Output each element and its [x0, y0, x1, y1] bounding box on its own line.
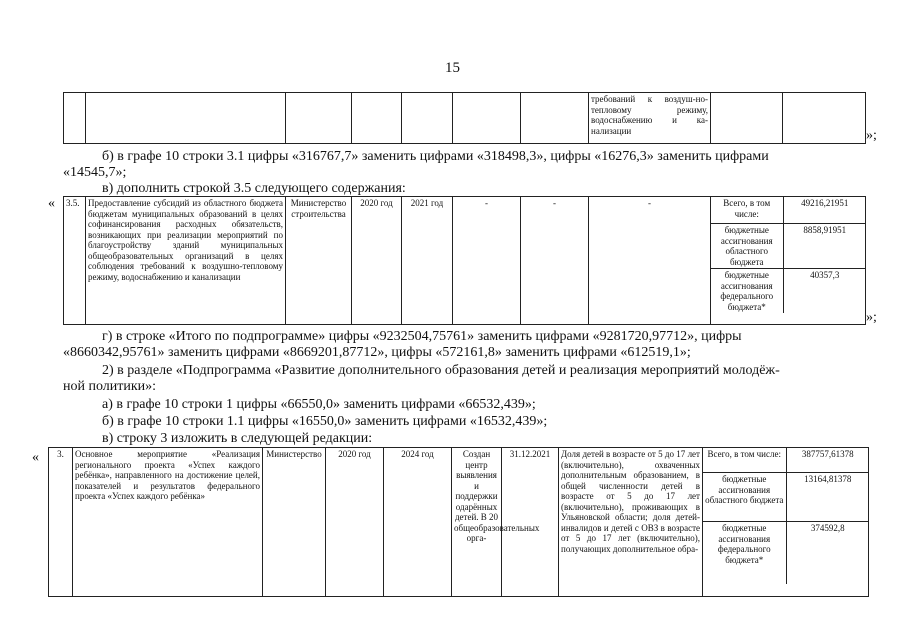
executor: Министерство — [263, 448, 326, 597]
table-continuation — [63, 92, 866, 144]
para-b2: б) в графе 10 строки 1.1 цифры «16550,0» заменить цифрами «16532,439»; — [102, 414, 548, 429]
dash-cell: - — [453, 197, 521, 325]
fin-value-total: 387757,61378 — [786, 448, 869, 473]
fin-value-regional: 13164,81378 — [786, 473, 869, 522]
dash-cell: - — [521, 197, 589, 325]
fin-label-federal: бюджетные ассигнования федерального бюджета* — [703, 522, 786, 585]
start-year: 2020 год — [352, 197, 402, 325]
para-v2: в) строку 3 изложить в следующей редакции: — [102, 431, 373, 446]
close-quote-1: »; — [866, 128, 877, 143]
page-number: 15 — [445, 60, 460, 76]
fin-value-federal: 40357,3 — [810, 270, 840, 280]
result: Создан центр выявления и поддержки одарённых детей. В 20 общеобразовательных орга- — [452, 448, 502, 597]
open-quote-2: « — [48, 196, 55, 211]
para-2-line2: ной политики»: — [63, 379, 157, 394]
fin-label-regional: бюджетные ассигнования областного бюджета — [711, 224, 783, 269]
deadline-date: 31.12.2021 — [502, 448, 559, 597]
measure-name: Предоставление субсидий из областного бюджета бюджетам муниципальных образований в целях софинансирования расходных обязательств, возникающих при реализации мероприятий по благоустройству зданий муниципальных общеобразовательных организаций в целях соблюдения требований к воздушно-тепловому режиму, водоснабжению и канализации — [86, 197, 286, 325]
executor: Министерство строительства — [286, 197, 352, 325]
end-year: 2021 год — [402, 197, 453, 325]
row-number: 3.5. — [64, 197, 86, 325]
para-v: в) дополнить строкой 3.5 следующего содержания: — [102, 181, 406, 196]
fin-label-federal: бюджетные ассигнования федерального бюджета* — [711, 269, 783, 314]
end-year: 2024 год — [384, 448, 452, 597]
para-g-line2: «8660342,95761» заменить цифрами «8669201,87712», цифры «572161,8» заменить цифрами «612519,1»; — [63, 345, 691, 360]
fin-value-federal: 374592,8 — [810, 523, 845, 533]
fin-label-regional: бюджетные ассигнования областного бюджета — [703, 473, 786, 522]
open-quote-3: « — [32, 450, 39, 465]
table-row-3 — [48, 447, 869, 597]
para-2-line1: 2) в разделе «Подпрограмма «Развитие дополнительного образования детей и реализация мероприятий молодёж- — [102, 363, 780, 378]
para-g-line1: г) в строке «Итого по подпрограмме» цифры «9232504,75761» заменить цифрами «9281720,97712», цифры — [102, 329, 742, 344]
para-b-line2: «14545,7»; — [63, 165, 127, 180]
row-number: 3. — [49, 448, 73, 597]
fin-value-total: 49216,21951 — [783, 197, 866, 224]
fin-label-total: Всего, в том числе: — [703, 448, 786, 473]
start-year: 2020 год — [326, 448, 384, 597]
fin-label-total: Всего, в том числе: — [711, 197, 783, 224]
table1-col-text: требований к воздуш-но-тепловому режиму, водоснабжению и ка-нализации — [589, 93, 711, 144]
para-b-line1: б) в графе 10 строки 3.1 цифры «316767,7» заменить цифрами «318498,3», цифры «16276,3» заменить цифрами — [102, 149, 769, 164]
fin-value-regional: 8858,91951 — [783, 224, 866, 269]
indicator: Доля детей в возрасте от 5 до 17 лет (включительно), охваченных дополнительным образованием, в общей численности детей в возрасте от 5 до 17 лет (включительно), проживающих в Ульяновской области; доля детей-инвалидов и детей с ОВЗ в возрасте от 5 до 17 лет (включительно), получающих дополнительное обра- — [559, 448, 703, 597]
dash-cell: - — [589, 197, 711, 325]
para-a: а) в графе 10 строки 1 цифры «66550,0» заменить цифрами «66532,439»; — [102, 397, 536, 412]
measure-name: Основное мероприятие «Реализация регионального проекта «Успех каждого ребёнка», направленного на достижение целей, показателей и результатов федерального проекта «Успех каждого ребёнка» — [73, 448, 263, 597]
close-quote-2: »; — [866, 310, 877, 325]
table-row-3-5 — [63, 196, 866, 325]
